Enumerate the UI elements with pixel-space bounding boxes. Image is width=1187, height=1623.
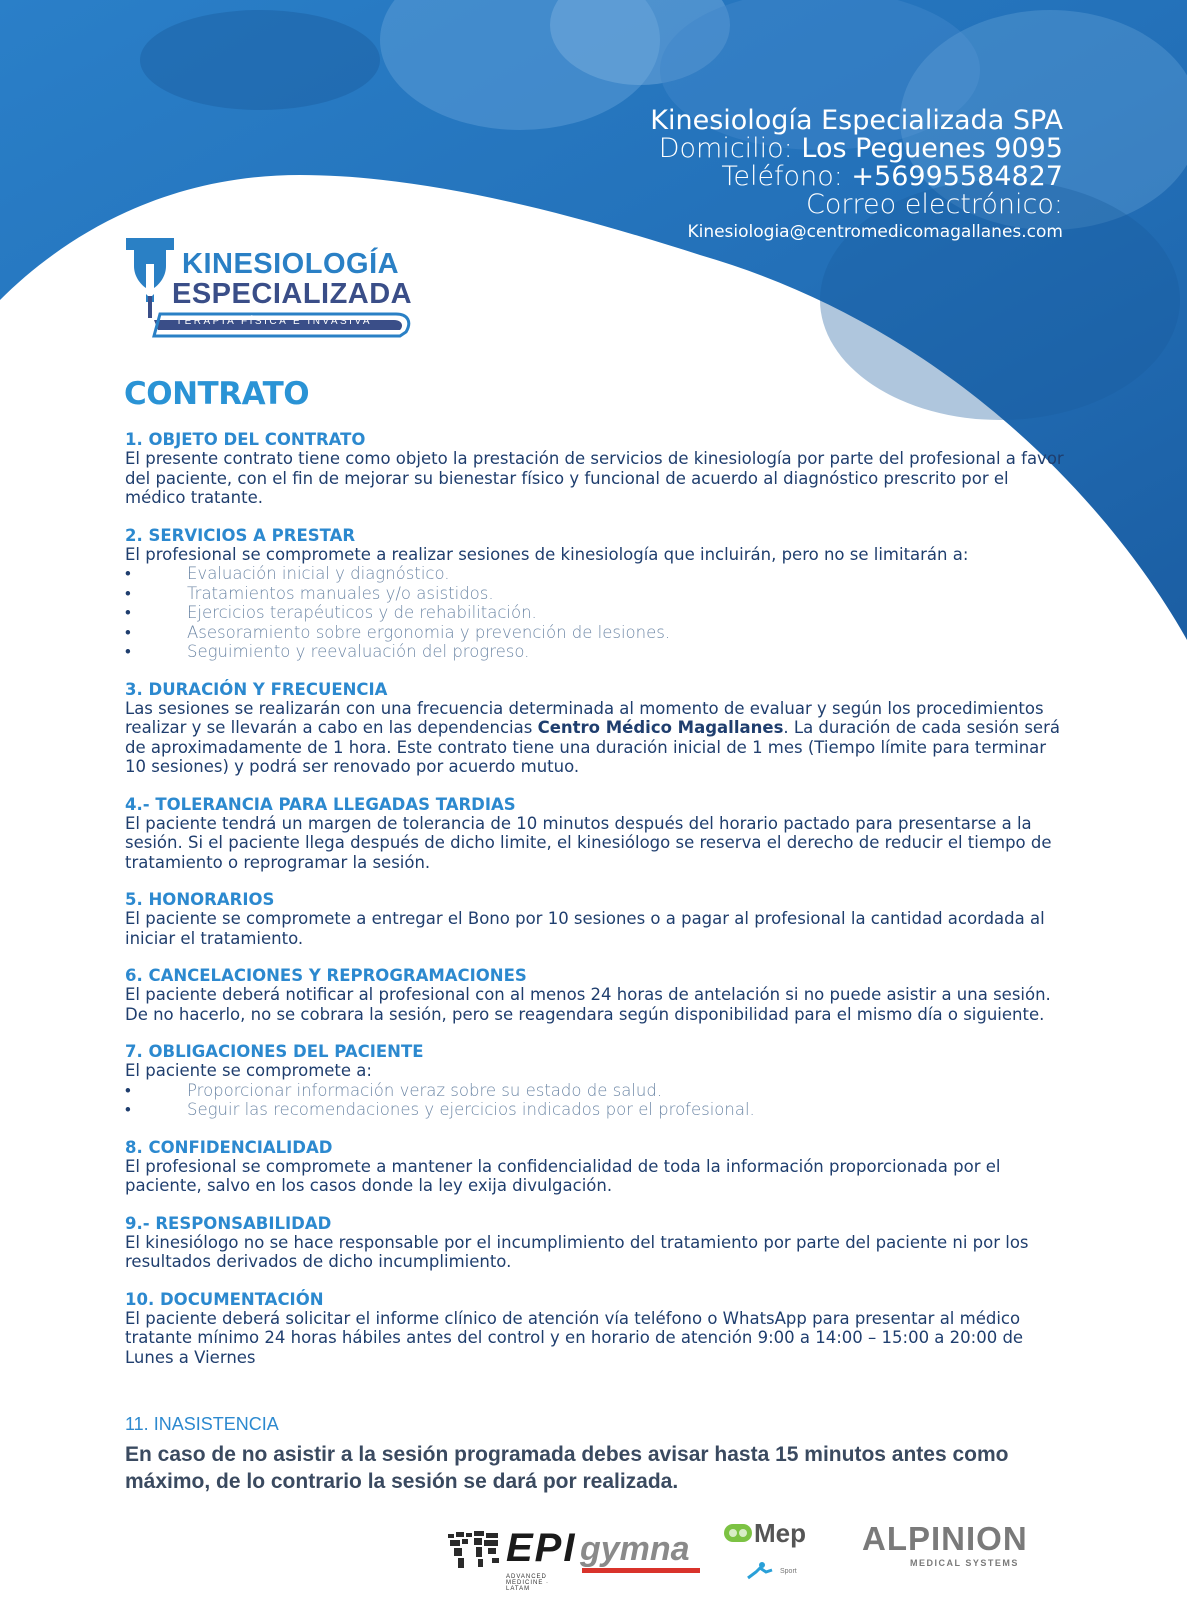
center-name: Centro Médico Magallanes bbox=[537, 718, 784, 737]
section-text: El paciente se compromete a: bbox=[125, 1061, 372, 1080]
epi-name: EPI bbox=[506, 1526, 577, 1570]
list-item: • Proporcionar información veraz sobre su estado de salud. bbox=[125, 1081, 1065, 1101]
list-item: • Seguimiento y reevaluación del progreso. bbox=[125, 642, 1065, 662]
section-heading: 8. CONFIDENCIALIDAD bbox=[125, 1137, 333, 1157]
alpinion-subtitle: MEDICAL SYSTEMS bbox=[910, 1558, 1019, 1568]
list-item: • Evaluación inicial y diagnóstico. bbox=[125, 564, 1065, 584]
section-inasistencia bbox=[125, 1413, 1085, 1495]
section-heading: 3. DURACIÓN Y FRECUENCIA bbox=[125, 679, 388, 699]
text-post: . La duración de cada sesión será de aproximadamente de 1 hora. Este contrato tiene una duración inicial de 1 mes (Tiempo límite para terminar 10 sesiones) y podrá ser renovado por acuerdo mutuo. bbox=[125, 718, 1060, 776]
section-text: El paciente deberá notificar al profesional con al menos 24 horas de antelación si no puede asistir a una sesión. De no hacerlo, no se cobrara la sesión, pero se reagendara según disponibilidad para el mismo día o siguiente. bbox=[125, 985, 1051, 1024]
services-list bbox=[125, 564, 1065, 662]
world-map-icon bbox=[444, 1528, 506, 1574]
phone-label: Teléfono: bbox=[721, 161, 843, 192]
section-documentacion bbox=[125, 1290, 1065, 1368]
section-text bbox=[125, 699, 1065, 777]
section-heading: 2. SERVICIOS A PRESTAR bbox=[125, 525, 356, 545]
contract-body bbox=[125, 430, 1065, 1385]
obligations-list bbox=[125, 1081, 1065, 1120]
leaf-icon bbox=[724, 1524, 752, 1544]
section-honorarios bbox=[125, 890, 1065, 948]
company-logo bbox=[124, 236, 424, 346]
alpinion-name: ALPINION bbox=[862, 1520, 1028, 1557]
section-heading: 10. DOCUMENTACIÓN bbox=[125, 1289, 324, 1309]
section-heading: 1. OBJETO DEL CONTRATO bbox=[125, 430, 366, 449]
section-confidencialidad bbox=[125, 1138, 1065, 1196]
section-text: El paciente deberá solicitar el informe clínico de atención vía teléfono o WhatsApp para presentar al médico tratante mínimo 24 horas hábiles antes del control y en horario de atención 9:00 a 14:00 – 15:00 a 20:00 de Lunes a Viernes bbox=[125, 1308, 1024, 1367]
text-pre: Las sesiones se realizarán con una frecuencia determinada al momento de evaluar y según los procedimientos realizar y se llevarán a cabo en las dependencias bbox=[125, 698, 1044, 737]
section-cancelaciones bbox=[125, 966, 1065, 1024]
page-title: CONTRATO bbox=[124, 376, 310, 412]
email-label: Correo electrónico: bbox=[806, 189, 1063, 220]
section-heading: 6. CANCELACIONES Y REPROGRAMACIONES bbox=[125, 966, 527, 985]
section-heading: 5. HONORARIOS bbox=[125, 890, 275, 909]
section-responsabilidad bbox=[125, 1214, 1065, 1272]
gymna-underline-icon bbox=[582, 1568, 702, 1574]
logo-tagline: TERAPIA FÍSICA E INVASIVA bbox=[176, 316, 373, 327]
section-tolerancia bbox=[125, 795, 1065, 873]
section-heading: 11. INASISTENCIA bbox=[125, 1414, 279, 1434]
list-item: • Seguir las recomendaciones y ejercicios indicados por el profesional. bbox=[125, 1100, 1065, 1120]
section-obligaciones bbox=[125, 1042, 1065, 1120]
logo-line1: KINESIOLOGÍA bbox=[182, 248, 400, 280]
alpinion-logo bbox=[862, 1520, 1062, 1580]
mep-name: Mep bbox=[754, 1518, 806, 1548]
section-text: En caso de no asistir a la sesión programada debes avisar hasta 15 minutos antes como máximo, de lo contrario la sesión se dará por realizada. bbox=[125, 1443, 1009, 1493]
address-value: Los Peguenes 9095 bbox=[801, 133, 1063, 164]
gymna-name: gymna bbox=[580, 1530, 690, 1568]
company-info bbox=[650, 106, 1063, 245]
section-text: El presente contrato tiene como objeto la prestación de servicios de kinesiología por parte del profesional a favor del paciente, con el fin de mejorar su bienestar físico y funcional de acuerdo al diagnóstico prescrito por el médico tratante. bbox=[125, 449, 1064, 507]
section-text: El paciente se compromete a entregar el Bono por 10 sesiones o a pagar al profesional la cantidad acordada al iniciar el tratamiento. bbox=[125, 909, 1045, 948]
section-text: El profesional se compromete a mantener la confidencialidad de toda la información proporcionada por el paciente, salvo en los casos donde la ley exija divulgación. bbox=[125, 1156, 1001, 1195]
address-line bbox=[650, 135, 1063, 163]
sponsor-logos bbox=[444, 1520, 1064, 1600]
runner-icon bbox=[744, 1562, 774, 1580]
mep-subtitle: Sport bbox=[780, 1568, 797, 1575]
section-heading: 4.- TOLERANCIA PARA LLEGADAS TARDIAS bbox=[125, 794, 516, 814]
phone-value: +56995584827 bbox=[851, 161, 1063, 192]
section-text: El paciente tendrá un margen de tolerancia de 10 minutos después del horario pactado para presentarse a la sesión. Si el paciente llega después de dicho limite, el kinesiólogo se reserva el derecho de reducir el tiempo de tratamiento o reprogramar la sesión. bbox=[125, 813, 1052, 872]
gymna-logo bbox=[580, 1530, 710, 1580]
list-item: • Ejercicios terapéuticos y de rehabilitación. bbox=[125, 603, 1065, 623]
section-heading: 9.- RESPONSABILIDAD bbox=[125, 1213, 332, 1233]
epi-subtitle: ADVANCED MEDICINE · LATAM bbox=[506, 1574, 549, 1592]
list-item: • Tratamientos manuales y/o asistidos. bbox=[125, 584, 1065, 604]
mep-logo bbox=[724, 1520, 854, 1590]
logo-line2: ESPECIALIZADA bbox=[172, 278, 413, 310]
section-objeto bbox=[125, 430, 1065, 508]
company-name: Kinesiología Especializada SPA bbox=[650, 105, 1063, 136]
section-text: El profesional se compromete a realizar sesiones de kinesiología que incluirán, pero no se limitarán a: bbox=[125, 544, 969, 564]
epi-logo bbox=[444, 1526, 577, 1592]
section-duracion bbox=[125, 680, 1065, 777]
phone-line bbox=[650, 163, 1063, 191]
email-value: Kinesiologia@centromedicomagallanes.com bbox=[687, 222, 1063, 242]
list-item: • Asesoramiento sobre ergonomia y prevención de lesiones. bbox=[125, 623, 1065, 643]
section-text: El kinesiólogo no se hace responsable por el incumplimiento del tratamiento por parte del paciente ni por los resultados derivados de dicho incumplimiento. bbox=[125, 1232, 1029, 1271]
section-servicios bbox=[125, 526, 1065, 662]
section-heading: 7. OBLIGACIONES DEL PACIENTE bbox=[125, 1042, 424, 1061]
address-label: Domicilio: bbox=[658, 133, 793, 164]
